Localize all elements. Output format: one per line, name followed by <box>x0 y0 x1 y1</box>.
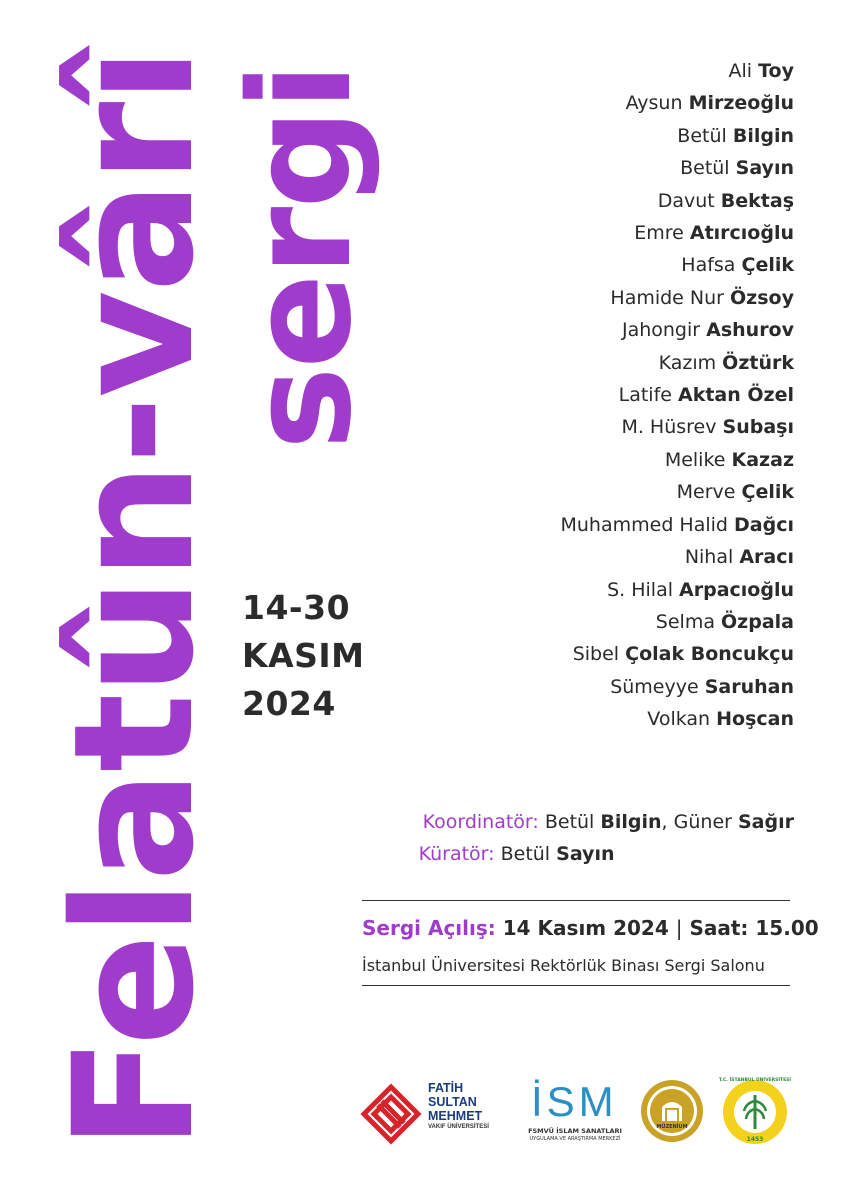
artist-item <box>561 87 795 119</box>
artist-first-name: Betül <box>680 157 730 180</box>
artist-last-name: Aracı <box>739 546 794 569</box>
artist-first-name: Merve <box>676 481 736 504</box>
artist-item <box>561 55 795 87</box>
artist-item <box>561 444 795 476</box>
artist-item <box>561 347 795 379</box>
artist-item <box>561 249 795 281</box>
artist-last-name: Ashurov <box>706 319 794 342</box>
artist-first-name: M. Hüsrev <box>621 416 717 439</box>
title-line-1: Felatûn-vârî <box>38 49 230 1150</box>
fsm-emblem-icon <box>360 1083 422 1145</box>
artist-last-name: Subaşı <box>722 416 794 439</box>
artist-last-name: Sayın <box>735 157 794 180</box>
artist-item <box>561 541 795 573</box>
artist-item <box>561 314 795 346</box>
fsm-line-4: VAKIF ÜNİVERSİTESİ <box>428 1124 489 1130</box>
isam-line-2: UYGULAMA VE ARAŞTIRMA MERKEZİ <box>529 1136 621 1142</box>
artist-item <box>561 411 795 443</box>
title-line-2: sergi <box>220 64 383 450</box>
opening-venue: İstanbul Üniversitesi Rektörlük Binası Sergi Salonu <box>362 956 765 975</box>
artist-item <box>561 574 795 606</box>
artist-first-name: Ali <box>728 60 753 82</box>
artist-last-name: Çolak Boncukçu <box>625 643 794 666</box>
curator-label: Küratör: <box>418 843 495 865</box>
dates-range: 14-30 <box>242 588 351 627</box>
partner-logos <box>360 1075 800 1155</box>
opening-time-label: Saat: <box>689 916 749 940</box>
coordinator-label: Koordinatör: <box>422 811 539 833</box>
isam-mark: İSM <box>531 1078 618 1125</box>
artist-last-name: Öztürk <box>722 351 794 374</box>
artist-item <box>561 282 795 314</box>
artist-last-name: Kazaz <box>731 448 794 471</box>
artist-first-name: Volkan <box>647 708 711 731</box>
artist-last-name: Hoşcan <box>716 708 794 731</box>
artist-last-name: Dağcı <box>734 513 794 536</box>
artist-item <box>561 185 795 217</box>
artist-first-name: Latife <box>618 384 672 407</box>
artist-item <box>561 638 795 670</box>
artist-item <box>561 379 795 411</box>
artist-item <box>561 120 795 152</box>
coordinator-1-first: Betül <box>544 811 595 833</box>
artist-first-name: Muhammed Halid <box>560 513 728 536</box>
artist-item <box>561 671 795 703</box>
artist-item <box>561 703 795 735</box>
coordinator-2-first: Güner <box>673 811 732 833</box>
opening-time: 15.00 <box>755 916 819 940</box>
coordinator-2-last: Sağır <box>738 811 794 833</box>
opening-date: 14 Kasım 2024 <box>502 916 669 940</box>
artist-first-name: S. Hilal <box>607 578 673 601</box>
artist-last-name: Atırcıoğlu <box>689 222 794 245</box>
muzenium-seal-icon <box>640 1079 704 1143</box>
artist-first-name: Jahongir <box>621 319 701 342</box>
artist-first-name: Hamide Nur <box>610 286 724 309</box>
artist-first-name: Kazım <box>658 351 717 374</box>
iu-year: 1453 <box>746 1136 764 1143</box>
dates-month: KASIM <box>242 636 365 675</box>
artist-last-name: Bilgin <box>732 124 794 147</box>
artist-first-name: Betül <box>677 124 727 147</box>
curator-last: Sayın <box>556 843 615 865</box>
artist-last-name: Mirzeoğlu <box>688 92 794 115</box>
curator-first: Betül <box>500 843 551 865</box>
artist-item <box>561 606 795 638</box>
artist-last-name: Özpala <box>721 610 794 633</box>
coordinator-separator: , <box>661 811 668 833</box>
isam-logo <box>525 1079 625 1145</box>
exhibition-dates <box>242 584 365 728</box>
iu-text: T.C. İSTANBUL ÜNİVERSİTESİ <box>718 1078 792 1083</box>
divider-top <box>362 900 790 901</box>
opening-label: Sergi Açılış: <box>362 916 496 940</box>
coordinator-1-last: Bilgin <box>600 811 662 833</box>
artist-last-name: Aktan Özel <box>678 384 794 407</box>
curator-line <box>419 838 790 870</box>
artist-last-name: Toy <box>758 60 794 82</box>
muzenium-seal <box>640 1079 704 1147</box>
artist-first-name: Hafsa <box>681 254 736 277</box>
istanbul-university-seal <box>718 1078 792 1149</box>
fsm-line-2: SULTAN <box>428 1095 477 1109</box>
artist-last-name: Bektaş <box>720 189 794 212</box>
coordinator-line <box>423 806 794 838</box>
artist-item <box>561 509 795 541</box>
artist-item <box>561 217 795 249</box>
artist-first-name: Sümeyye <box>610 675 699 698</box>
fsm-line-1: FATİH <box>428 1081 464 1095</box>
artist-last-name: Özsoy <box>730 286 794 309</box>
artist-first-name: Emre <box>634 222 684 245</box>
fsm-line-3: MEHMET <box>428 1109 483 1123</box>
artist-first-name: Davut <box>657 189 715 212</box>
artist-first-name: Selma <box>655 610 715 633</box>
opening-info <box>362 916 819 940</box>
fsm-logo <box>360 1083 510 1143</box>
opening-divider: | <box>675 916 683 940</box>
artist-last-name: Arpacıoğlu <box>679 578 794 601</box>
dates-year: 2024 <box>242 684 336 723</box>
artist-first-name: Aysun <box>625 92 683 115</box>
artist-first-name: Nihal <box>684 546 734 569</box>
artist-last-name: Saruhan <box>704 675 794 698</box>
credits <box>418 806 794 870</box>
artist-first-name: Melike <box>664 448 726 471</box>
divider-bottom <box>362 985 790 986</box>
artist-first-name: Sibel <box>572 643 620 666</box>
muzenium-text: MÜZENİUM <box>656 1124 688 1130</box>
isam-line-1: FSMVÜ İSLAM SANATLARI <box>528 1127 622 1135</box>
artist-item <box>561 476 795 508</box>
artist-item <box>561 152 795 184</box>
artist-list <box>561 55 795 736</box>
artist-last-name: Çelik <box>741 254 794 277</box>
artist-last-name: Çelik <box>741 481 794 504</box>
